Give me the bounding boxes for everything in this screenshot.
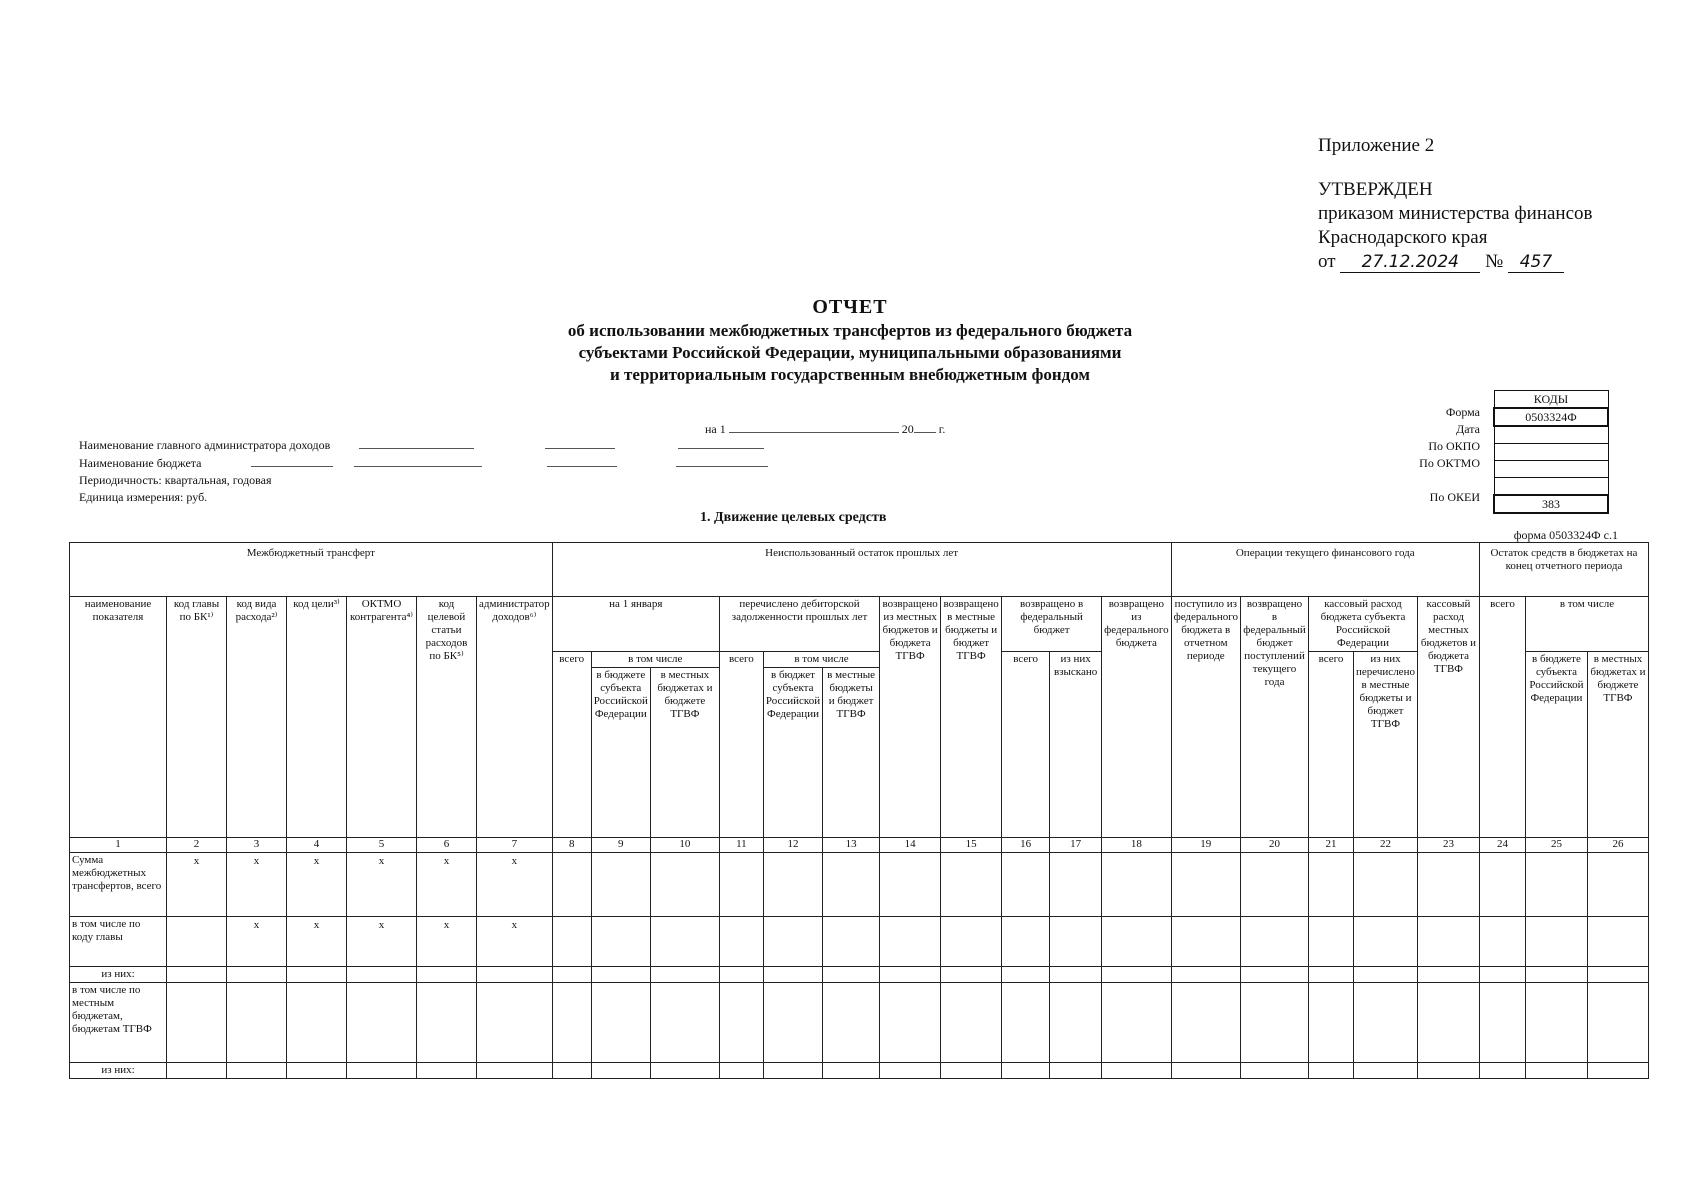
- col-debt-in-local: в местные бюджеты и бюджет ТГВФ: [823, 668, 880, 838]
- approval-number: 457: [1508, 252, 1564, 273]
- value-cell[interactable]: [1102, 983, 1171, 1063]
- value-cell[interactable]: [763, 967, 822, 983]
- column-number: 10: [650, 838, 719, 853]
- value-cell[interactable]: [1309, 1063, 1354, 1079]
- value-cell[interactable]: [650, 1063, 719, 1079]
- table-row: [70, 967, 1649, 983]
- x-mark-cell: x: [347, 917, 417, 967]
- x-mark-cell: [167, 1063, 227, 1079]
- value-cell[interactable]: [1002, 967, 1050, 983]
- value-cell[interactable]: [880, 1063, 941, 1079]
- value-cell[interactable]: [1002, 1063, 1050, 1079]
- value-cell[interactable]: [823, 983, 880, 1063]
- x-mark-cell: [227, 1063, 287, 1079]
- value-cell[interactable]: [591, 983, 650, 1063]
- admin-label: Наименование главного администратора доходов: [79, 438, 331, 452]
- value-cell[interactable]: [1002, 853, 1050, 917]
- col-end-in-local: в местных бюджетах и бюджете ТГВФ: [1587, 652, 1648, 838]
- date-line-year: 20: [901, 422, 914, 436]
- codes-box: [1493, 390, 1609, 514]
- row-label: в том числе по коду главы: [70, 917, 167, 967]
- col-jan-including: в том числе: [591, 652, 719, 668]
- x-mark-cell: x: [477, 917, 553, 967]
- value-cell[interactable]: [941, 967, 1002, 983]
- value-cell[interactable]: [1050, 917, 1102, 967]
- budget-blank-2[interactable]: [354, 454, 482, 467]
- x-mark-cell: x: [227, 853, 287, 917]
- value-cell[interactable]: [1587, 917, 1648, 967]
- col-chapter-code: код главы по БК¹⁾: [167, 597, 227, 838]
- col-debt-total: всего: [719, 652, 763, 838]
- x-mark-cell: [417, 983, 477, 1063]
- column-number: 25: [1525, 838, 1587, 853]
- meta-labels: [79, 436, 768, 506]
- title-line-3: и территориальным государственным внебюджетным фондом: [610, 365, 1090, 384]
- value-cell[interactable]: [1479, 967, 1525, 983]
- value-cell[interactable]: [650, 983, 719, 1063]
- column-number: 17: [1050, 838, 1102, 853]
- row-label: в том числе по местным бюджетам, бюджетам ТГВФ: [70, 983, 167, 1063]
- date-label: Дата: [1456, 422, 1480, 436]
- codes-header: КОДЫ: [1494, 391, 1608, 409]
- form-reference: форма 0503324Ф с.1: [1513, 528, 1618, 542]
- value-cell[interactable]: [591, 853, 650, 917]
- okei-code: 383: [1494, 495, 1608, 513]
- value-cell[interactable]: [1050, 967, 1102, 983]
- value-cell[interactable]: [1309, 917, 1354, 967]
- col-end-total: всего: [1479, 597, 1525, 838]
- admin-blank-3[interactable]: [678, 436, 764, 449]
- x-mark-cell: x: [287, 853, 347, 917]
- value-cell[interactable]: [1102, 917, 1171, 967]
- x-mark-cell: [347, 1063, 417, 1079]
- value-cell[interactable]: [1241, 967, 1309, 983]
- value-cell[interactable]: [1171, 917, 1240, 967]
- okpo-label: По ОКПО: [1428, 439, 1480, 453]
- date-line-suffix: г.: [938, 422, 946, 436]
- column-number: 21: [1309, 838, 1354, 853]
- approval-block: [1318, 134, 1593, 274]
- title-main: ОТЧЕТ: [812, 296, 888, 318]
- column-number: 13: [823, 838, 880, 853]
- approval-line-1: приказом министерства финансов: [1318, 203, 1593, 224]
- okei-label: По ОКЕИ: [1429, 490, 1480, 504]
- value-cell[interactable]: [1354, 983, 1418, 1063]
- col-fed-collected: из них взыскано: [1050, 652, 1102, 838]
- value-cell[interactable]: [941, 853, 1002, 917]
- col-returned-from-federal: возвращено из федерального бюджета: [1102, 597, 1171, 838]
- group-current-operations: Операции текущего финансового года: [1171, 543, 1479, 597]
- value-cell[interactable]: [552, 917, 591, 967]
- value-cell[interactable]: [1479, 917, 1525, 967]
- value-cell[interactable]: [1479, 853, 1525, 917]
- periodicity-label: Периодичность: квартальная, годовая: [79, 473, 272, 487]
- approval-date: 27.12.2024: [1340, 252, 1480, 273]
- column-number: 8: [552, 838, 591, 853]
- value-cell[interactable]: [1587, 1063, 1648, 1079]
- column-number: 20: [1241, 838, 1309, 853]
- group-interbudget-transfer: Межбюджетный трансферт: [70, 543, 553, 597]
- column-number: 24: [1479, 838, 1525, 853]
- value-cell[interactable]: [1171, 853, 1240, 917]
- value-cell[interactable]: [1417, 967, 1479, 983]
- column-number: 12: [763, 838, 822, 853]
- column-number: 14: [880, 838, 941, 853]
- column-number: 11: [719, 838, 763, 853]
- admin-row: [79, 436, 768, 454]
- date-blank[interactable]: [729, 420, 899, 433]
- value-cell[interactable]: [1309, 983, 1354, 1063]
- value-cell[interactable]: [880, 967, 941, 983]
- value-cell[interactable]: [1354, 967, 1418, 983]
- value-cell[interactable]: [1102, 967, 1171, 983]
- column-number: 26: [1587, 838, 1648, 853]
- x-mark-cell: [417, 1063, 477, 1079]
- value-cell[interactable]: [1309, 853, 1354, 917]
- col-cash-transferred: из них перечислено в местные бюджеты и бюджет ТГВФ: [1354, 652, 1418, 838]
- value-cell[interactable]: [880, 983, 941, 1063]
- col-received-from-federal: поступило из федерального бюджета в отчетном периоде: [1171, 597, 1240, 838]
- column-number: 6: [417, 838, 477, 853]
- value-cell[interactable]: [763, 853, 822, 917]
- number-prefix: №: [1485, 251, 1504, 272]
- value-cell[interactable]: [880, 917, 941, 967]
- budget-label: Наименование бюджета: [79, 456, 202, 470]
- row-label: Сумма межбюджетных трансфертов, всего: [70, 853, 167, 917]
- row-label: из них:: [70, 1063, 167, 1079]
- col-jan-in-local: в местных бюджетах и бюджете ТГВФ: [650, 668, 719, 838]
- x-mark-cell: [167, 983, 227, 1063]
- value-cell[interactable]: [1587, 853, 1648, 917]
- col-on-january-1: на 1 января: [552, 597, 719, 652]
- col-returned-from-local: возвращено из местных бюджетов и бюджета ТГВФ: [880, 597, 941, 838]
- table-row: [70, 853, 1649, 917]
- x-mark-cell: x: [417, 853, 477, 917]
- report-title: [400, 294, 1300, 386]
- col-oktmo-counterparty: ОКТМО контрагента⁴⁾: [347, 597, 417, 838]
- value-cell[interactable]: [1171, 967, 1240, 983]
- group-unused-balance: Неиспользованный остаток прошлых лет: [552, 543, 1171, 597]
- form-label: Форма: [1445, 405, 1480, 419]
- value-cell[interactable]: [591, 1063, 650, 1079]
- column-number: 3: [227, 838, 287, 853]
- value-cell[interactable]: [1525, 1063, 1587, 1079]
- codes-labels: [1350, 404, 1480, 506]
- row-label: из них:: [70, 967, 167, 983]
- value-cell[interactable]: [1354, 853, 1418, 917]
- value-cell[interactable]: [719, 983, 763, 1063]
- column-number: 5: [347, 838, 417, 853]
- value-cell[interactable]: [1525, 983, 1587, 1063]
- x-mark-cell: [167, 917, 227, 967]
- form-code: 0503324Ф: [1494, 408, 1608, 426]
- value-cell[interactable]: [763, 917, 822, 967]
- oktmo-label: По ОКТМО: [1419, 456, 1480, 470]
- appendix-label: Приложение 2: [1318, 135, 1435, 156]
- value-cell[interactable]: [1417, 1063, 1479, 1079]
- unit-label: Единица измерения: руб.: [79, 490, 208, 504]
- x-mark-cell: x: [417, 917, 477, 967]
- col-jan-in-subject: в бюджете субъекта Российской Федерации: [591, 668, 650, 838]
- x-mark-cell: x: [477, 853, 553, 917]
- value-cell[interactable]: [1587, 967, 1648, 983]
- col-cash-total: всего: [1309, 652, 1354, 838]
- x-mark-cell: x: [347, 853, 417, 917]
- value-cell[interactable]: [823, 853, 880, 917]
- budget-row: [79, 454, 768, 472]
- column-number: 9: [591, 838, 650, 853]
- approved-label: УТВЕРЖДЕН: [1318, 179, 1433, 200]
- column-number: 7: [477, 838, 553, 853]
- approval-date-row: [1318, 250, 1593, 274]
- col-indicator-name: наименование показателя: [70, 597, 167, 838]
- value-cell[interactable]: [1587, 983, 1648, 1063]
- x-mark-cell: [477, 983, 553, 1063]
- date-code-cell[interactable]: [1494, 426, 1608, 444]
- value-cell[interactable]: [1102, 1063, 1171, 1079]
- value-cell[interactable]: [1241, 1063, 1309, 1079]
- x-mark-cell: [227, 983, 287, 1063]
- column-number: 1: [70, 838, 167, 853]
- title-line-2: субъектами Российской Федерации, муниципальными образованиями: [578, 343, 1122, 362]
- value-cell[interactable]: [591, 967, 650, 983]
- table-body: [70, 853, 1649, 1079]
- oktmo-code-cell-2[interactable]: [1494, 478, 1608, 496]
- value-cell[interactable]: [719, 967, 763, 983]
- value-cell[interactable]: [719, 1063, 763, 1079]
- value-cell[interactable]: [823, 967, 880, 983]
- budget-blank-1[interactable]: [251, 454, 333, 467]
- column-number: 16: [1002, 838, 1050, 853]
- x-mark-cell: [287, 983, 347, 1063]
- value-cell[interactable]: [552, 967, 591, 983]
- value-cell[interactable]: [1417, 983, 1479, 1063]
- title-line-1: об использовании межбюджетных трансфертов из федерального бюджета: [567, 321, 1133, 340]
- admin-blank-1[interactable]: [359, 436, 474, 449]
- x-mark-cell: x: [287, 917, 347, 967]
- report-date-line: [705, 420, 945, 437]
- col-debt-including: в том числе: [763, 652, 879, 668]
- value-cell[interactable]: [941, 983, 1002, 1063]
- value-cell[interactable]: [719, 917, 763, 967]
- value-cell[interactable]: [1479, 983, 1525, 1063]
- x-mark-cell: [417, 967, 477, 983]
- col-jan-total: всего: [552, 652, 591, 838]
- value-cell[interactable]: [1479, 1063, 1525, 1079]
- value-cell[interactable]: [1354, 917, 1418, 967]
- budget-blank-3[interactable]: [547, 454, 617, 467]
- value-cell[interactable]: [650, 917, 719, 967]
- col-returned-to-local: возвращено в местные бюджеты и бюджет ТГВФ: [941, 597, 1002, 838]
- value-cell[interactable]: [1525, 967, 1587, 983]
- oktmo-code-cell[interactable]: [1494, 461, 1608, 478]
- value-cell[interactable]: [1309, 967, 1354, 983]
- year-blank[interactable]: [914, 420, 936, 433]
- col-revenue-administrator: администратор доходов⁶⁾: [477, 597, 553, 838]
- value-cell[interactable]: [1525, 917, 1587, 967]
- col-end-in-subject: в бюджете субъекта Российской Федерации: [1525, 652, 1587, 838]
- value-cell[interactable]: [823, 1063, 880, 1079]
- table-row: [70, 917, 1649, 967]
- value-cell[interactable]: [1417, 917, 1479, 967]
- value-cell[interactable]: [552, 983, 591, 1063]
- col-purpose-code: код цели³⁾: [287, 597, 347, 838]
- admin-blank-2[interactable]: [545, 436, 615, 449]
- x-mark-cell: [287, 967, 347, 983]
- date-line-prefix: на 1: [705, 422, 726, 436]
- value-cell[interactable]: [1050, 853, 1102, 917]
- value-cell[interactable]: [650, 967, 719, 983]
- table-row: [70, 983, 1649, 1063]
- value-cell[interactable]: [1050, 1063, 1102, 1079]
- value-cell[interactable]: [552, 1063, 591, 1079]
- col-returned-to-federal: возвращено в федеральный бюджет: [1002, 597, 1102, 652]
- value-cell[interactable]: [1417, 853, 1479, 917]
- section-title: 1. Движение целевых средств: [700, 510, 887, 525]
- value-cell[interactable]: [552, 853, 591, 917]
- group-end-balance: Остаток средств в бюджетах на конец отчетного периода: [1479, 543, 1648, 597]
- value-cell[interactable]: [941, 1063, 1002, 1079]
- col-target-article-code: код целевой статьи расходов по БК⁵⁾: [417, 597, 477, 838]
- value-cell[interactable]: [1171, 983, 1240, 1063]
- table-row: [70, 1063, 1649, 1079]
- value-cell[interactable]: [591, 917, 650, 967]
- okpo-code-cell[interactable]: [1494, 444, 1608, 461]
- col-cash-expense-local: кассовый расход местных бюджетов и бюджета ТГВФ: [1417, 597, 1479, 838]
- x-mark-cell: [167, 967, 227, 983]
- x-mark-cell: [287, 1063, 347, 1079]
- col-receivables-transferred: перечислено дебиторской задолженности прошлых лет: [719, 597, 879, 652]
- col-expense-type-code: код вида расхода²⁾: [227, 597, 287, 838]
- approval-line-2: Краснодарского края: [1318, 227, 1488, 248]
- col-end-including: в том числе: [1525, 597, 1648, 652]
- value-cell[interactable]: [763, 983, 822, 1063]
- column-numbers-row: [70, 838, 1649, 853]
- value-cell[interactable]: [1525, 853, 1587, 917]
- column-number: 2: [167, 838, 227, 853]
- column-number: 22: [1354, 838, 1418, 853]
- value-cell[interactable]: [719, 853, 763, 917]
- col-debt-in-subject: в бюджет субъекта Российской Федерации: [763, 668, 822, 838]
- value-cell[interactable]: [1171, 1063, 1240, 1079]
- value-cell[interactable]: [1002, 917, 1050, 967]
- targets-movement-table: [69, 542, 1649, 1079]
- column-number: 15: [941, 838, 1002, 853]
- col-fed-total: всего: [1002, 652, 1050, 838]
- value-cell[interactable]: [1354, 1063, 1418, 1079]
- x-mark-cell: x: [227, 917, 287, 967]
- value-cell[interactable]: [763, 1063, 822, 1079]
- value-cell[interactable]: [941, 917, 1002, 967]
- x-mark-cell: [477, 1063, 553, 1079]
- value-cell[interactable]: [1102, 853, 1171, 917]
- column-number: 23: [1417, 838, 1479, 853]
- value-cell[interactable]: [650, 853, 719, 917]
- value-cell[interactable]: [1241, 853, 1309, 917]
- x-mark-cell: [347, 967, 417, 983]
- x-mark-cell: x: [167, 853, 227, 917]
- column-number: 18: [1102, 838, 1171, 853]
- value-cell[interactable]: [1050, 983, 1102, 1063]
- value-cell[interactable]: [1241, 917, 1309, 967]
- value-cell[interactable]: [880, 853, 941, 917]
- col-returned-current-year: возвращено в федеральный бюджет поступлений текущего года: [1241, 597, 1309, 838]
- x-mark-cell: [347, 983, 417, 1063]
- value-cell[interactable]: [823, 917, 880, 967]
- value-cell[interactable]: [1002, 983, 1050, 1063]
- x-mark-cell: [227, 967, 287, 983]
- date-prefix: от: [1318, 251, 1336, 272]
- x-mark-cell: [477, 967, 553, 983]
- col-cash-expense-subject: кассовый расход бюджета субъекта Российской Федерации: [1309, 597, 1418, 652]
- value-cell[interactable]: [1241, 983, 1309, 1063]
- column-number: 19: [1171, 838, 1240, 853]
- budget-blank-4[interactable]: [676, 454, 768, 467]
- column-number: 4: [287, 838, 347, 853]
